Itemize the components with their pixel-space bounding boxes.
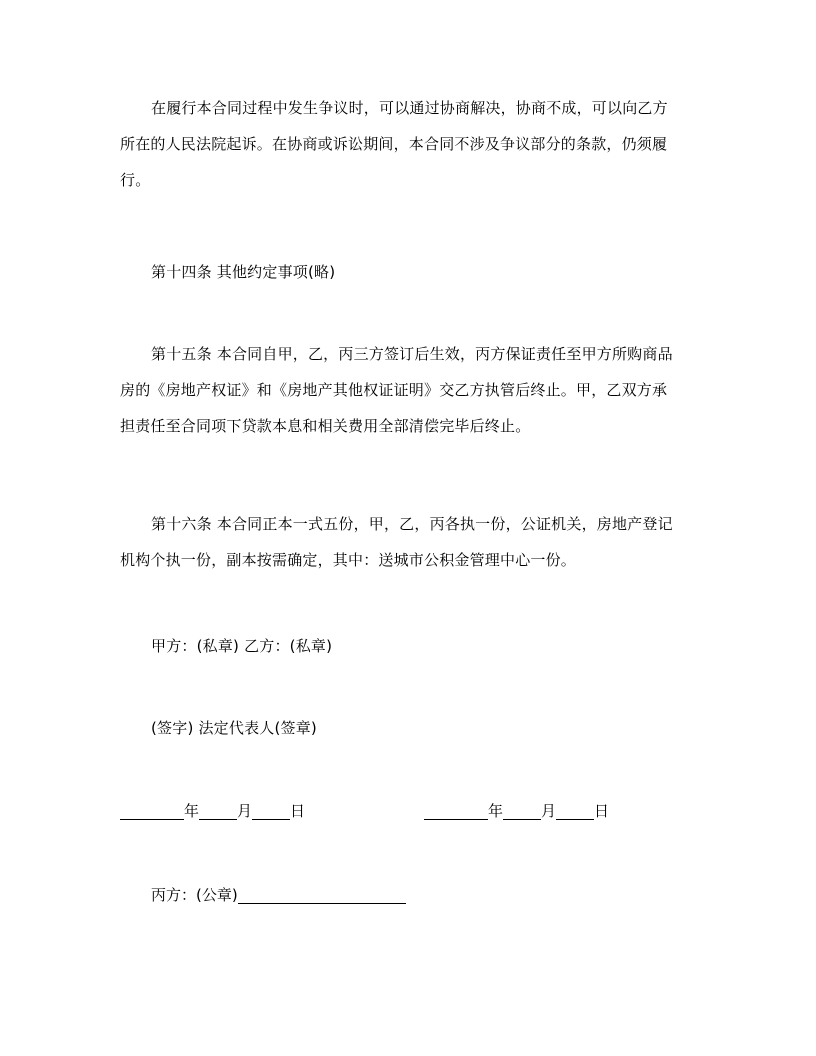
year-label-left: 年 (184, 802, 200, 820)
day-blank-right[interactable] (556, 799, 594, 820)
party-a-b-text: 甲方：(私章) 乙方：(私章) (151, 637, 333, 655)
representative-text: (签字) 法定代表人(签章) (151, 719, 317, 737)
article-15-line-2: 房的《房地产权证》和《房地产其他权证证明》交乙方执管后终止。甲，乙双方承 (120, 381, 668, 399)
party-a-b-signature (120, 628, 700, 664)
dispute-line-3: 行。 (120, 171, 151, 189)
representative-signature (120, 710, 700, 746)
month-blank-right[interactable] (503, 799, 541, 820)
party-c-seal-blank[interactable] (238, 883, 406, 904)
party-c-text: 丙方：(公章) (151, 886, 238, 904)
article-14 (120, 254, 700, 290)
article-15-line-1: 第十五条 本合同自甲，乙，丙三方签订后生效，丙方保证责任至甲方所购商品 (151, 345, 673, 363)
article-16 (120, 506, 700, 578)
month-blank-left[interactable] (199, 799, 237, 820)
article-16-line-1: 第十六条 本合同正本一式五份，甲，乙，丙各执一份，公证机关，房地产登记 (151, 515, 673, 533)
day-label-right: 日 (594, 802, 610, 820)
dispute-paragraph (120, 90, 700, 198)
month-label-left: 月 (237, 802, 253, 820)
year-label-right: 年 (488, 802, 504, 820)
year-blank-left[interactable] (120, 799, 184, 820)
article-15 (120, 336, 700, 444)
dispute-line-1: 在履行本合同过程中发生争议时，可以通过协商解决，协商不成，可以向乙方 (151, 99, 668, 117)
date-line-right (424, 796, 609, 826)
year-blank-right[interactable] (424, 799, 488, 820)
date-line-left (120, 796, 305, 826)
article-14-text: 第十四条 其他约定事项(略) (151, 263, 336, 281)
article-15-line-3: 担责任至合同项下贷款本息和相关费用全部清偿完毕后终止。 (120, 417, 531, 435)
article-16-line-2: 机构个执一份，副本按需确定，其中：送城市公积金管理中心一份。 (120, 551, 577, 569)
day-label-left: 日 (290, 802, 306, 820)
month-label-right: 月 (541, 802, 557, 820)
party-c-signature (151, 880, 406, 910)
dispute-line-2: 所在的人民法院起诉。在协商或诉讼期间，本合同不涉及争议部分的条款，仍须履 (120, 135, 668, 153)
day-blank-left[interactable] (252, 799, 290, 820)
